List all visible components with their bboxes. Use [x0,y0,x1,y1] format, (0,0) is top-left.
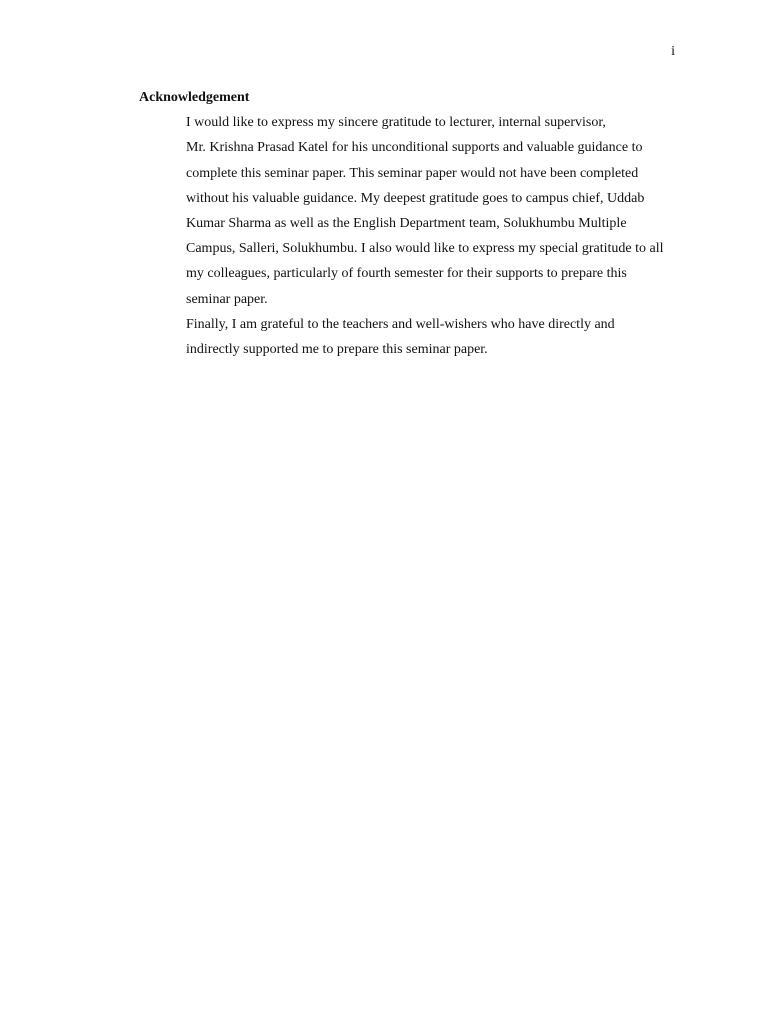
paragraph-line: my colleagues, particularly of fourth semester for their supports to prepare this [186,266,627,282]
section-heading: Acknowledgement [139,90,250,105]
paragraph-line: Campus, Salleri, Solukhumbu. I also would like to express my special gratitude to all [186,241,664,257]
acknowledgement-section [139,85,669,362]
paragraph-line: without his valuable guidance. My deepest gratitude goes to campus chief, Uddab [186,190,645,206]
paragraph-line: complete this seminar paper. This seminar paper would not have been completed [186,165,639,181]
paragraph-line: Finally, I am grateful to the teachers and well-wishers who have directly and [186,316,615,332]
paragraph-line: Mr. Krishna Prasad Katel for his unconditional supports and valuable guidance to [186,140,643,156]
paragraph-line: Kumar Sharma as well as the English Department team, Solukhumbu Multiple [186,216,627,232]
paragraph-line: I would like to express my sincere gratitude to lecturer, internal supervisor, [186,115,606,131]
paragraph-1 [139,110,669,312]
paragraph-2 [139,312,669,362]
paragraph-line: indirectly supported me to prepare this seminar paper. [186,342,488,358]
paragraph-line: seminar paper. [186,291,268,307]
page-number: i [671,44,675,59]
